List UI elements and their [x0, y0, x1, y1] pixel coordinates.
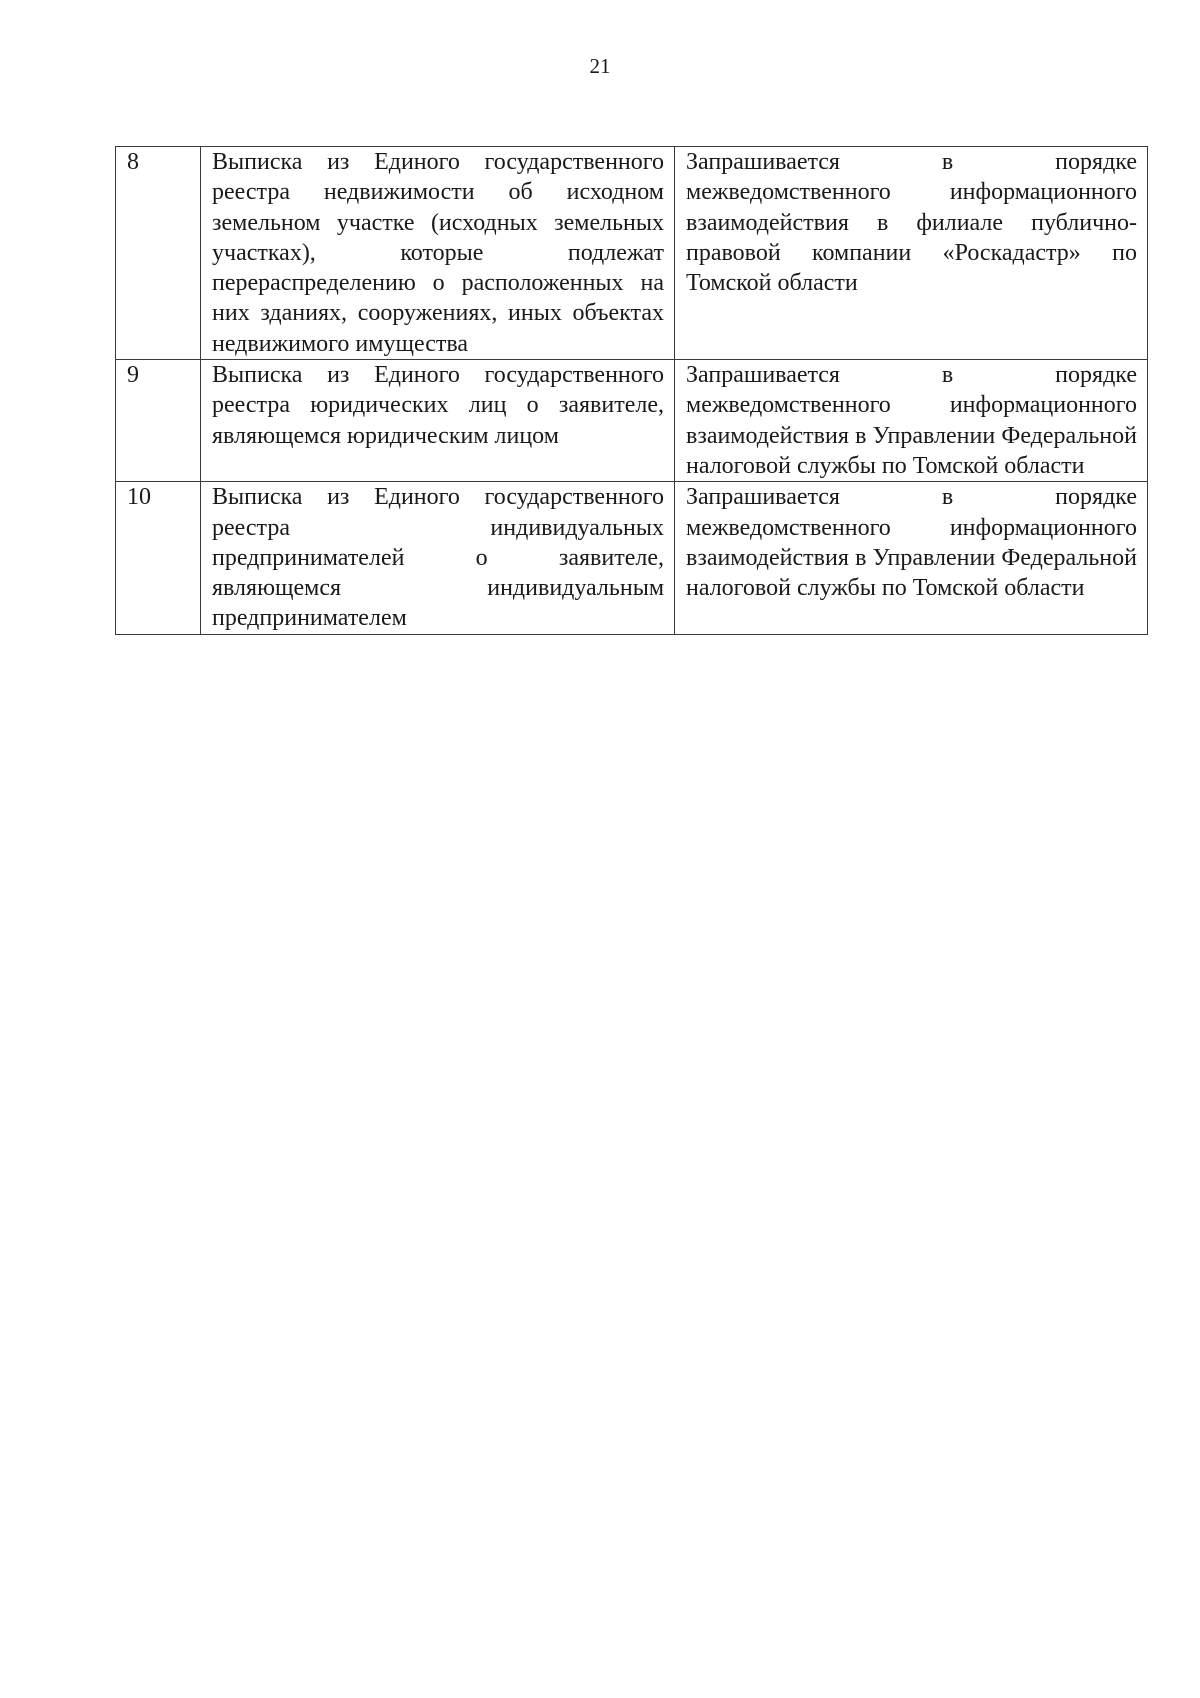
row-number-cell: 8 — [116, 147, 201, 360]
document-name-cell: Выписка из Единого государственного реестра юридических лиц о заявителе, являющемся юридическим лицом — [201, 360, 675, 482]
table-row — [116, 360, 1148, 482]
document-name-cell: Выписка из Единого государственного реестра недвижимости об исходном земельном участке (исходных земельных участках), которые подлежат перераспределению о расположенных на них зданиях, сооружениях, иных объектах недвижимого имущества — [201, 147, 675, 360]
table-row — [116, 147, 1148, 360]
document-source-cell: Запрашивается в порядке межведомственного информационного взаимодействия в Управлении Федеральной налоговой службы по Томской области — [675, 360, 1148, 482]
table-row — [116, 482, 1148, 634]
row-number-cell: 9 — [116, 360, 201, 482]
page-number: 21 — [589, 54, 611, 78]
document-source-cell: Запрашивается в порядке межведомственного информационного взаимодействия в филиале публично-правовой компании «Роскадастр» по Томской области — [675, 147, 1148, 360]
document-name-cell: Выписка из Единого государственного реестра индивидуальных предпринимателей о заявителе, являющемся индивидуальным предпринимателем — [201, 482, 675, 634]
row-number-cell: 10 — [116, 482, 201, 634]
document-source-cell: Запрашивается в порядке межведомственного информационного взаимодействия в Управлении Федеральной налоговой службы по Томской области — [675, 482, 1148, 634]
documents-table — [115, 146, 1148, 635]
